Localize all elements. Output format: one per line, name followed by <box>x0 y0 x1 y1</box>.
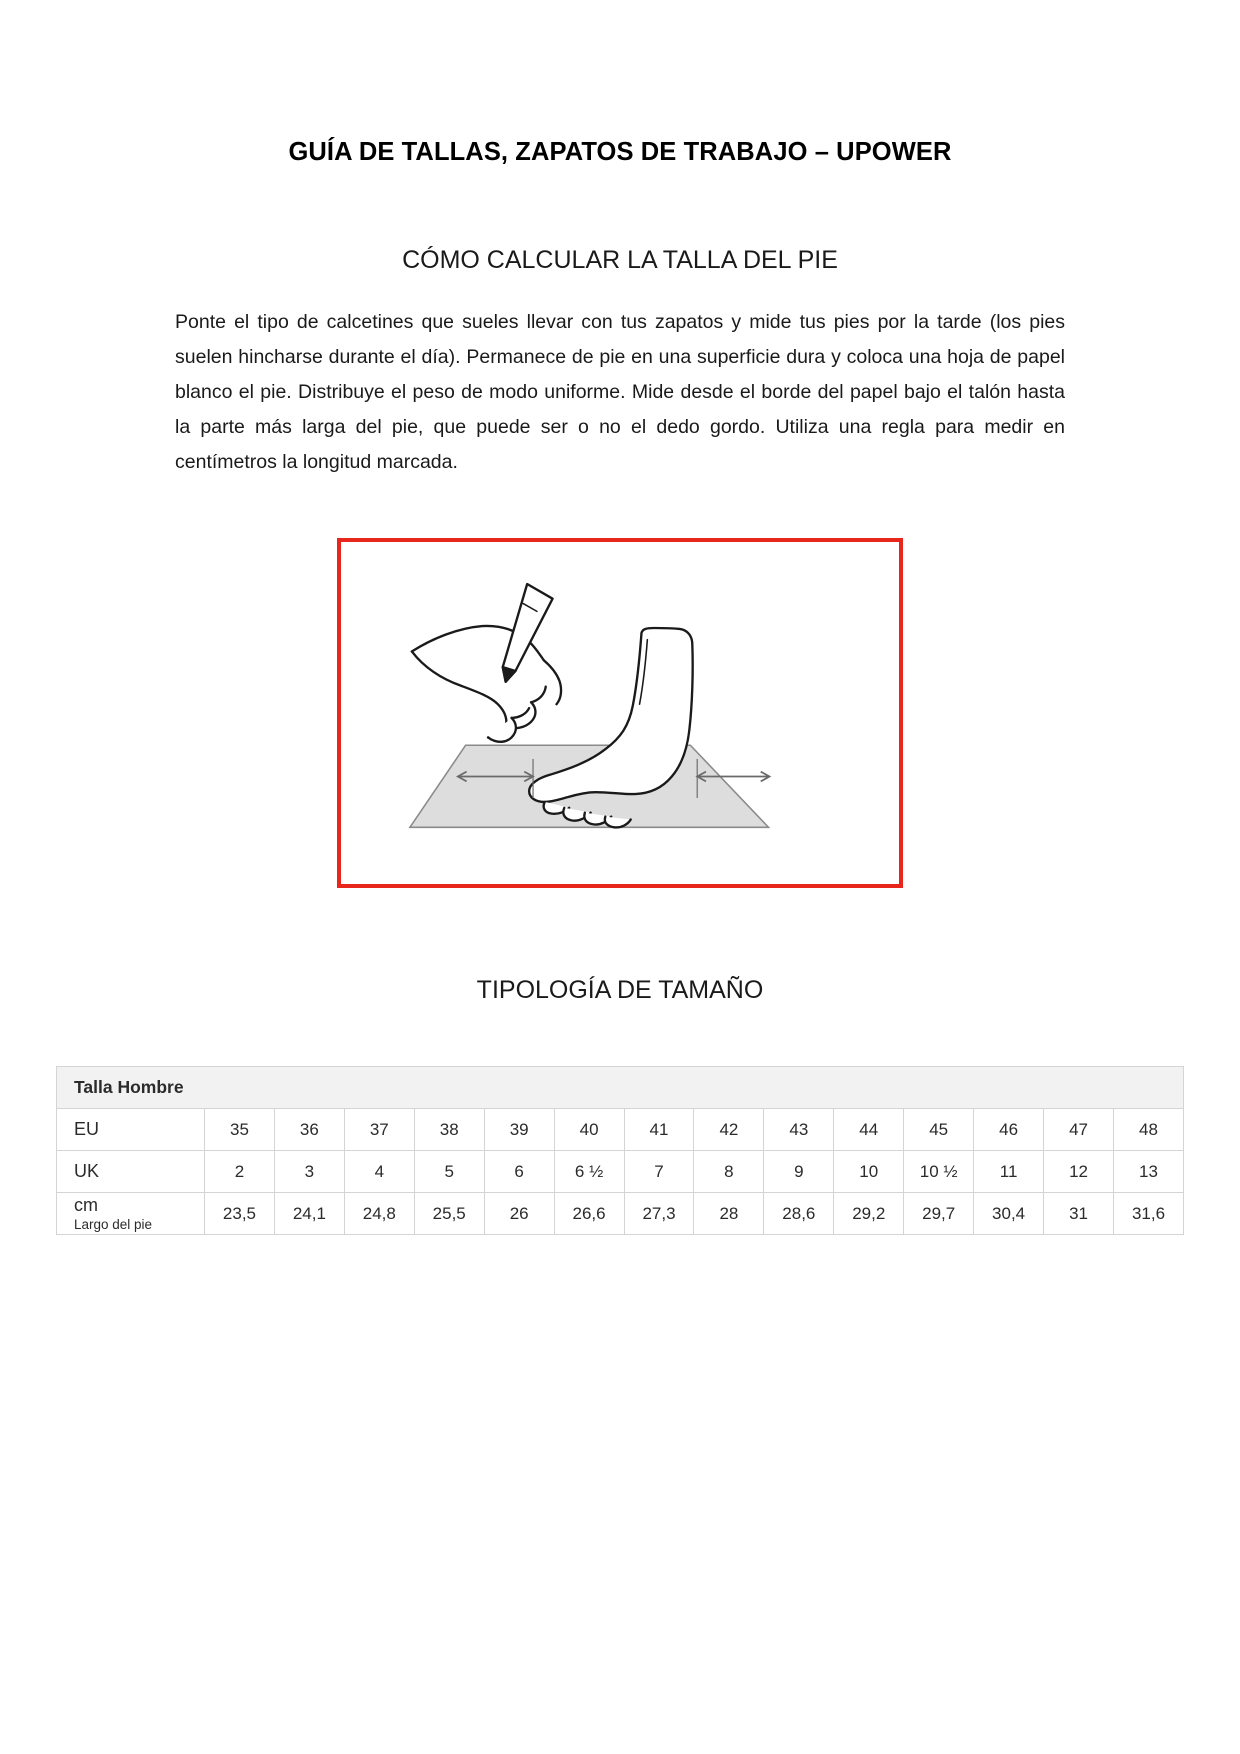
page-title: GUÍA DE TALLAS, ZAPATOS DE TRABAJO – UPOWER <box>288 138 952 166</box>
cell-eu-5: 40 <box>554 1109 624 1151</box>
section-heading-tipologia: TIPOLOGÍA DE TAMAÑO <box>476 976 764 1004</box>
cell-uk-7: 8 <box>694 1151 764 1193</box>
table-row <box>57 1109 1184 1151</box>
cell-cm-12: 31 <box>1044 1193 1114 1235</box>
row-label-cm <box>57 1193 205 1235</box>
cell-uk-11: 11 <box>974 1151 1044 1193</box>
cell-eu-11: 46 <box>974 1109 1044 1151</box>
foot-measuring-illustration <box>337 538 903 888</box>
cell-cm-7: 28 <box>694 1193 764 1235</box>
cell-eu-3: 38 <box>414 1109 484 1151</box>
row-label-eu: EU <box>57 1109 205 1151</box>
row-label-cm-sub: Largo del pie <box>74 1216 153 1232</box>
cell-eu-9: 44 <box>834 1109 904 1151</box>
cell-cm-8: 28,6 <box>764 1193 834 1235</box>
size-table <box>56 1066 1184 1235</box>
cell-cm-1: 24,1 <box>274 1193 344 1235</box>
table-header-row <box>57 1067 1184 1109</box>
table-row <box>57 1151 1184 1193</box>
cell-cm-9: 29,2 <box>834 1193 904 1235</box>
cell-eu-13: 48 <box>1113 1109 1183 1151</box>
cell-uk-13: 13 <box>1113 1151 1183 1193</box>
cell-eu-2: 37 <box>344 1109 414 1151</box>
cell-eu-1: 36 <box>274 1109 344 1151</box>
foot-measuring-drawing <box>341 542 899 884</box>
row-label-uk: UK <box>57 1151 205 1193</box>
cell-eu-8: 43 <box>764 1109 834 1151</box>
cell-cm-5: 26,6 <box>554 1193 624 1235</box>
cell-uk-9: 10 <box>834 1151 904 1193</box>
size-table-container <box>56 1066 1184 1235</box>
cell-cm-13: 31,6 <box>1113 1193 1183 1235</box>
cell-uk-1: 3 <box>274 1151 344 1193</box>
cell-uk-3: 5 <box>414 1151 484 1193</box>
cell-uk-12: 12 <box>1044 1151 1114 1193</box>
cell-eu-7: 42 <box>694 1109 764 1151</box>
cell-uk-8: 9 <box>764 1151 834 1193</box>
table-header-label: Talla Hombre <box>57 1067 1184 1109</box>
cell-eu-4: 39 <box>484 1109 554 1151</box>
cell-cm-2: 24,8 <box>344 1193 414 1235</box>
figure-container <box>0 538 1240 888</box>
intro-paragraph: Ponte el tipo de calcetines que sueles llevar con tus zapatos y mide tus pies por la tarde (los pies suelen hincharse durante el día). Permanece de pie en una superficie dura y coloca una hoja de papel blanco el pie. Distribuye el peso de modo uniforme. Mide desde el borde del papel bajo el talón hasta la parte más larga del pie, que puede ser o no el dedo gordo. Utiliza una regla para medir en centímetros la longitud marcada. <box>175 311 1065 473</box>
cell-uk-5: 6 ½ <box>554 1151 624 1193</box>
cell-cm-3: 25,5 <box>414 1193 484 1235</box>
section-heading-calcular-talla: CÓMO CALCULAR LA TALLA DEL PIE <box>402 246 838 274</box>
cell-uk-2: 4 <box>344 1151 414 1193</box>
cell-cm-0: 23,5 <box>205 1193 275 1235</box>
cell-uk-6: 7 <box>624 1151 694 1193</box>
cell-uk-10: 10 ½ <box>904 1151 974 1193</box>
cell-cm-6: 27,3 <box>624 1193 694 1235</box>
cell-eu-10: 45 <box>904 1109 974 1151</box>
cell-uk-4: 6 <box>484 1151 554 1193</box>
cell-eu-12: 47 <box>1044 1109 1114 1151</box>
cell-cm-11: 30,4 <box>974 1193 1044 1235</box>
cell-cm-10: 29,7 <box>904 1193 974 1235</box>
cell-cm-4: 26 <box>484 1193 554 1235</box>
cell-uk-0: 2 <box>205 1151 275 1193</box>
cell-eu-6: 41 <box>624 1109 694 1151</box>
table-row <box>57 1193 1184 1235</box>
cell-eu-0: 35 <box>205 1109 275 1151</box>
row-label-cm-main: cm <box>74 1194 98 1215</box>
